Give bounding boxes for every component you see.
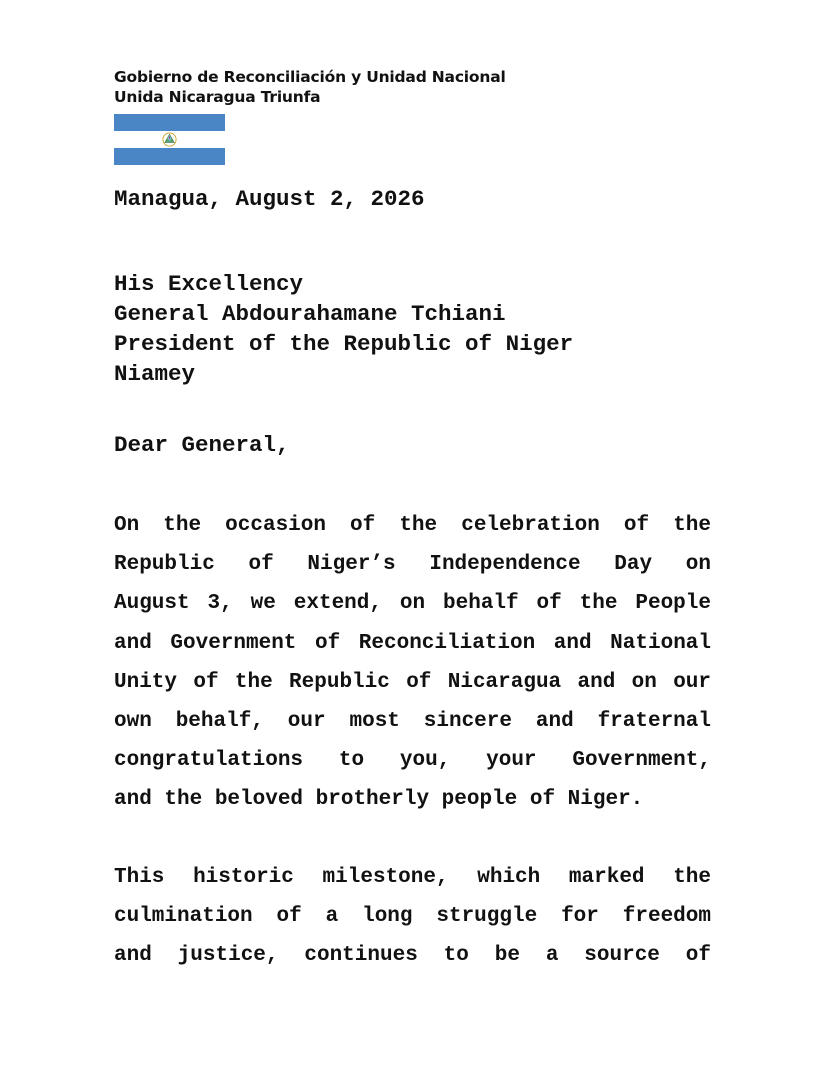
paragraph-line: Unity of the Republic of Nicaragua and on our (114, 670, 711, 694)
letterhead-government-name: Gobierno de Reconciliación y Unidad Nacional (114, 68, 506, 86)
paragraph-line: and the beloved brotherly people of Niger. (114, 788, 644, 812)
paragraph-line: own behalf, our most sincere and fraternal (114, 710, 711, 734)
paragraph-line: and justice, continues to be a source of (114, 944, 711, 968)
letterhead-motto: Unida Nicaragua Triunfa (114, 88, 321, 106)
recipient-block (114, 269, 573, 389)
recipient-city: Niamey (114, 361, 196, 387)
recipient-title: President of the Republic of Niger (114, 331, 574, 357)
paragraph-line: and Government of Reconciliation and National (114, 631, 711, 655)
salutation: Dear General, (114, 432, 290, 458)
recipient-name: General Abdourahamane Tchiani (114, 301, 506, 327)
paragraph-line: congratulations to you, your Government, (114, 749, 711, 773)
paragraph-line: August 3, we extend, on behalf of the People (114, 592, 711, 616)
paragraph-line: This historic milestone, which marked the (114, 866, 711, 889)
paragraph-line: On the occasion of the celebration of the (114, 514, 711, 537)
body-paragraph-2 (114, 858, 711, 976)
recipient-honorific: His Excellency (114, 271, 304, 297)
body-paragraph-1 (114, 506, 711, 820)
nicaragua-flag (114, 114, 225, 165)
letter-date: Managua, August 2, 2026 (114, 186, 425, 212)
paragraph-line: Republic of Niger’s Independence Day on (114, 553, 711, 577)
letterhead (114, 67, 506, 107)
paragraph-line: culmination of a long struggle for freedom (114, 905, 711, 929)
